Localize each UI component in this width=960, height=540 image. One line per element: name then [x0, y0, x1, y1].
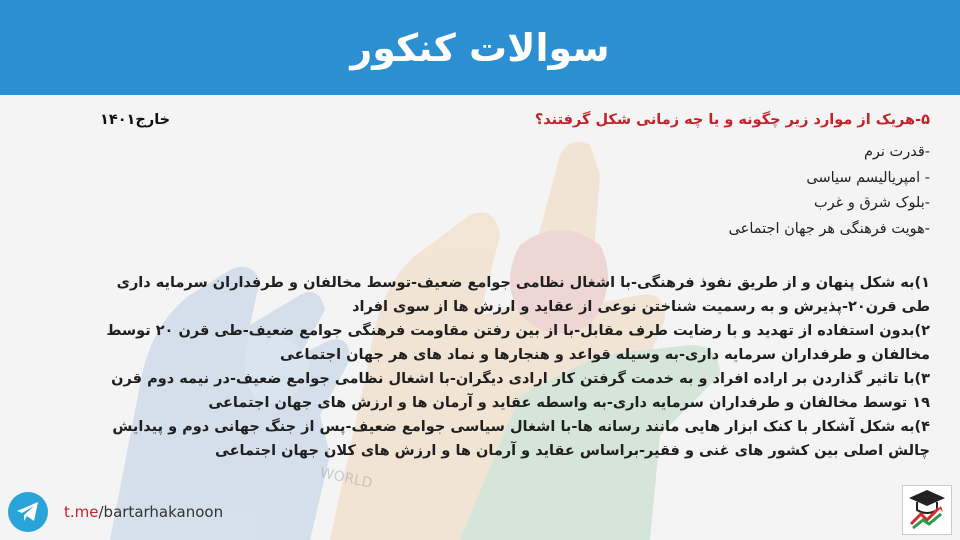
question-item: -هویت فرهنگی هر جهان اجتماعی [728, 220, 930, 237]
answer-option-4: ۴)به شکل آشکار با کنک ابزار هایی مانند رسانه ها-با اشغال سیاسی جوامع ضعیف-پس از جنگ جهانی دوم و پیدایش چالش اصلی بین کشور های غنی و فقیر-براساس عقاید و آرمان ها و ارزش های کلان جهان اجتماعی [112, 419, 930, 459]
title-bar [0, 0, 960, 95]
question-item: - امپریالیسم سیاسی [806, 169, 930, 186]
telegram-footer[interactable] [8, 492, 223, 532]
telegram-link-domain[interactable]: t.me [64, 503, 99, 521]
telegram-link[interactable] [64, 503, 223, 521]
answer-option-2: ۲)بدون استفاده از تهدید و با رضایت طرف مقابل-با از بین رفتن مقاومت فرهنگی جوامع ضعیف-طی قرن ۲۰ توسط مخالفان و طرفداران سرمایه داری-به وسیله قواعد و هنجارها و نماد های هر جهان اجتماعی [106, 323, 930, 363]
question-panel [90, 112, 930, 464]
background-world-text: WORLD [318, 465, 374, 492]
answer-options [90, 272, 930, 463]
question-item: -بلوک شرق و غرب [814, 195, 930, 211]
question-items [90, 140, 930, 242]
telegram-icon[interactable] [8, 492, 48, 532]
graduation-cap-logo [902, 485, 952, 535]
page-title: سوالات کنکور [350, 25, 610, 70]
exam-tag: خارج۱۴۰۱ [100, 112, 171, 128]
question-header [90, 112, 930, 138]
telegram-link-path[interactable]: /bartarhakanoon [98, 503, 224, 521]
question-title: ۵-هریک از موارد زیر چگونه و یا چه زمانی شکل گرفتند؟ [534, 112, 930, 128]
question-item: -قدرت نرم [863, 144, 930, 160]
answer-option-1: ۱)به شکل پنهان و از طریق نفوذ فرهنگی-با اشغال نظامی جوامع ضعیف-توسط مخالفان و طرفداران سرمایه داری طی قرن۲۰-پذیرش و به رسمیت شناختن نوعی از عقاید و ارزش ها از سوی افراد [116, 275, 930, 315]
answer-option-3: ۳)با تاثیر گذاردن بر اراده افراد و به خدمت گرفتن کار ارادی دیگران-با اشغال نظامی جوامع ضعیف-در نیمه دوم قرن ۱۹ توسط مخالفان و طرفداران سرمایه داری-به واسطه عقاید و آرمان ها و ارزش های جهان اجتماعی [111, 371, 930, 411]
